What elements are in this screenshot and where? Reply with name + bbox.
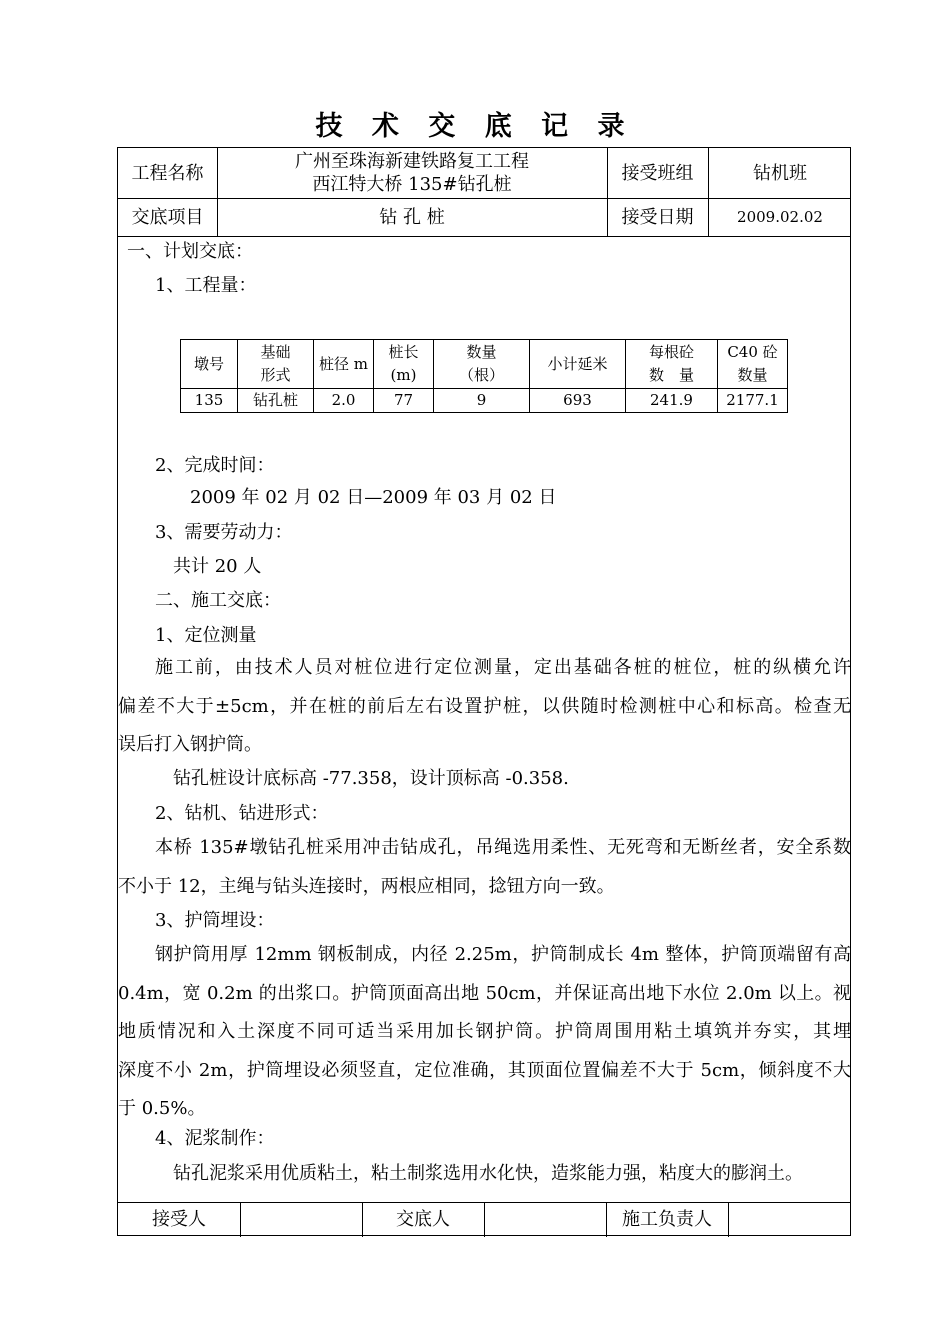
casing-line-3: 地质情况和入土深度不同可适当采用加长钢护筒。护筒周围用粘土填筑并夯实，其埋 (118, 1021, 851, 1042)
table-header: 基础 形式 (238, 340, 314, 389)
table-cell: 2.0 (314, 389, 374, 413)
casing-line-5: 于 0.5%。 (118, 1098, 206, 1119)
rule-header-2 (118, 236, 850, 237)
table-header: 桩径 m (314, 340, 374, 389)
casing-line-1: 钢护筒用厚 12mm 钢板制成，内径 2.25m，护筒制成长 4m 整体，护筒顶端留有高 (155, 944, 851, 965)
disclosure-form (117, 147, 851, 1236)
table-cell: 135 (181, 389, 238, 413)
table-cell: 77 (374, 389, 434, 413)
labor-heading: 3、需要劳动力： (155, 522, 293, 543)
item-label: 交底项目 (131, 206, 204, 228)
slurry-heading: 4、泥浆制作： (155, 1128, 275, 1149)
supervisor-label: 施工负责人 (622, 1208, 712, 1230)
positioning-heading: 1、定位测量 (155, 625, 257, 646)
receiving-team-value: 钻机班 (753, 162, 807, 184)
table-cell: 2177.1 (718, 389, 788, 413)
drilling-line-2: 不小于 12，主绳与钻头连接时，两根应相同，捻钮方向一致。 (118, 875, 615, 897)
table-header: 小计延米 (530, 340, 626, 389)
supervisor-signature-field[interactable] (728, 1202, 851, 1236)
positioning-paragraph (118, 649, 851, 765)
document-title: 技 术 交 底 记 录 (315, 111, 635, 142)
construction-heading: 二、施工交底： (155, 590, 281, 611)
table-header: C40 砼 数量 (718, 340, 788, 389)
plan-heading: 一、计划交底： (127, 241, 253, 262)
slurry-line: 钻孔泥浆采用优质粘土，粘土制浆选用水化快，造浆能力强，粘度大的膨润土。 (173, 1163, 803, 1184)
positioning-line-2: 偏差不大于±5cm，并在桩的前后左右设置护桩，以供随时检测桩中心和标高。检查无 (118, 695, 851, 717)
project-name-value (217, 148, 607, 198)
drilling-paragraph (118, 829, 851, 906)
date-label: 接受日期 (621, 206, 694, 228)
receiver-signature-field[interactable] (240, 1202, 362, 1236)
drilling-line-1: 本桥 135#墩钻孔桩采用冲击钻成孔，吊绳选用柔性、无死弯和无断丝者，安全系数 (155, 837, 851, 858)
casing-line-2: 0.4m，宽 0.2m 的出浆口。护筒顶面高出地 50cm，并保证高出地下水位 2.0m 以上。视 (118, 982, 851, 1004)
table-cell: 241.9 (626, 389, 718, 413)
table-header: 数量 （根） (434, 340, 530, 389)
quantity-heading: 1、工程量： (155, 275, 257, 296)
project-name-line-2: 西江特大桥 135#钻孔桩 (312, 174, 512, 195)
quantity-table-header-row (181, 340, 788, 389)
receiving-team-label: 接受班组 (621, 162, 694, 184)
table-cell: 9 (434, 389, 530, 413)
item-value: 钻 孔 桩 (379, 206, 445, 228)
discloser-signature-field[interactable] (484, 1202, 606, 1236)
casing-line-4: 深度不小 2m，护筒埋设必须竖直，定位准确，其顶面位置偏差不大于 5cm，倾斜度不大 (118, 1059, 851, 1081)
table-row (181, 389, 788, 413)
project-name-line-1: 广州至珠海新建铁路复工工程 (295, 151, 529, 172)
discloser-label: 交底人 (396, 1208, 450, 1230)
table-header: 桩长 (m) (374, 340, 434, 389)
date-value: 2009.02.02 (737, 207, 823, 226)
casing-paragraph (118, 936, 851, 1129)
table-cell: 钻孔桩 (238, 389, 314, 413)
elevation-line: 钻孔桩设计底标高 -77.358，设计顶标高 -0.358. (173, 768, 569, 789)
labor-value: 共计 20 人 (173, 556, 262, 577)
time-value: 2009 年 02 月 02 日—2009 年 03 月 02 日 (190, 487, 557, 508)
positioning-line-3: 误后打入钢护筒。 (118, 734, 262, 755)
quantity-table (180, 339, 788, 413)
drilling-heading: 2、钻机、钻进形式： (155, 803, 329, 824)
time-heading: 2、完成时间： (155, 455, 275, 476)
table-cell: 693 (530, 389, 626, 413)
positioning-line-1: 施工前，由技术人员对桩位进行定位测量，定出基础各桩的桩位，桩的纵横允许 (155, 657, 851, 678)
casing-heading: 3、护筒埋设： (155, 910, 275, 931)
project-name-label: 工程名称 (131, 162, 204, 184)
table-header: 每根砼 数 量 (626, 340, 718, 389)
receiver-label: 接受人 (152, 1208, 206, 1230)
table-header: 墩号 (181, 340, 238, 389)
